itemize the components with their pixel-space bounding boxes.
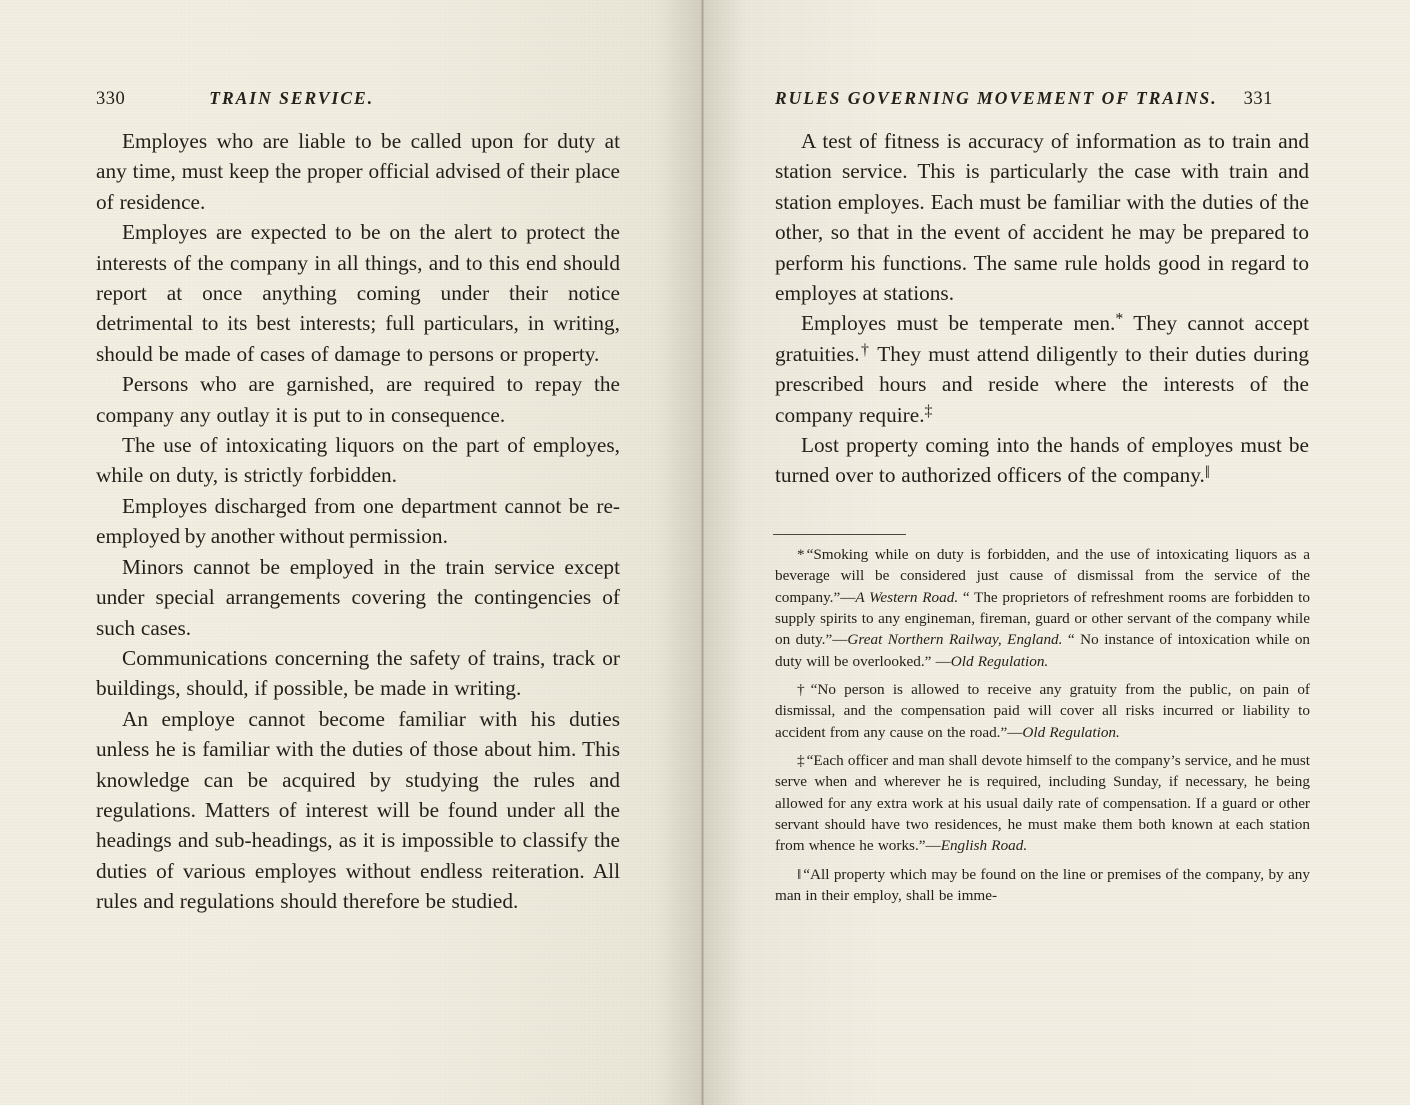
footnote-text: “Smoking while on duty is forbidden, and the use of intoxicating liquors as a beverage will be considered just cause of dismissal from the service of the company.”— bbox=[775, 546, 1310, 606]
footnote-asterisk bbox=[775, 544, 1310, 672]
footnote-text: “Each officer and man shall devote himself to the company’s service, and he must serve when and wherever he is required, including Sunday, if necessary, he being allowed for any extra work at his usual daily rate of compensation. If a guard or other servant should have two residences, he must make them both known at each station from whence he works.”— bbox=[775, 752, 1311, 855]
footnote-attribution: A Western Road. bbox=[855, 588, 959, 606]
footnote-attribution: English Road. bbox=[940, 837, 1028, 855]
paragraph: Employes discharged from one department cannot be re-employed by another without permission. bbox=[96, 493, 620, 549]
footnote-mark-dagger: † bbox=[797, 681, 809, 699]
footnote-ref-double-dagger: ‡ bbox=[924, 402, 933, 420]
footnote-attribution: Old Regulation. bbox=[1022, 723, 1120, 741]
running-head-title-right: RULES GOVERNING MOVEMENT OF TRAINS. bbox=[775, 88, 1218, 108]
running-head-left bbox=[96, 88, 652, 114]
paragraph: An employe cannot become familiar with his duties unless he is familiar with the duties of those about him. This knowledge can be acquired by studying the rules and regulations. Matters of interest will be found under all the headings and sub-headings, as it is impossible to classify the duties of various employes without endless reiteration. All rules and regulations should therefore be studied. bbox=[96, 706, 620, 914]
paragraph: Communications concerning the safety of trains, track or buildings, should, if possible, be made in writing. bbox=[96, 645, 620, 701]
paragraph-text: A test of fitness is accuracy of information as to train and station service. This is particularly the case with train and station employes. Each must be familiar with the duties of the other, so that in the event of accident he may be prepared to perform his functions. The same rule holds good in regard to employes at stations. bbox=[775, 129, 1309, 306]
paragraph-text: Employes must be temperate men. bbox=[801, 311, 1116, 336]
footnote-ref-dagger: † bbox=[859, 341, 871, 359]
footnote-ref-asterisk: * bbox=[1115, 310, 1124, 328]
footnote-text: “All property which may be found on the line or premises of the company, by any man in their employ, shall be imme- bbox=[775, 865, 1310, 905]
footnote-text: “No person is allowed to receive any gratuity from the public, on pain of dismissal, and the compensation paid will cover all risks incurred or liability to accident from any cause on the road.”— bbox=[775, 681, 1310, 741]
footnote-text: “ The proprietors of refreshment rooms are forbidden to supply spirits to any engineman, fireman, guard or other servant of the company while on duty.”— bbox=[775, 588, 1310, 649]
running-head-right bbox=[775, 88, 1335, 114]
footnote-mark-double-dagger: ‡ bbox=[797, 752, 805, 770]
footnote-double-dagger bbox=[775, 750, 1310, 857]
paragraph: Employes who are liable to be called upon for duty at any time, must keep the proper official advised of their place of residence. bbox=[96, 129, 620, 214]
paragraph-text: They cannot accept gratuities. bbox=[775, 311, 1309, 366]
folio-left: 330 bbox=[96, 89, 126, 109]
footnote-double-bar bbox=[775, 864, 1310, 907]
paragraph: Persons who are garnished, are required to repay the company any outlay it is put to in consequence. bbox=[96, 372, 620, 427]
folio-right: 331 bbox=[1243, 89, 1273, 109]
paragraph bbox=[775, 308, 1309, 430]
footnote-text: “ No instance of intoxication while on duty will be overlooked.” — bbox=[775, 631, 1311, 670]
footnote-attribution: Great Northern Railway, England. bbox=[847, 631, 1063, 649]
paragraph: Minors cannot be employed in the train service except under special arrangements covering the contingencies of such cases. bbox=[96, 554, 620, 640]
footnote-separator-rule bbox=[773, 534, 906, 535]
footnote-mark-double-bar: ‖ bbox=[797, 865, 802, 883]
paragraph: Employes are expected to be on the alert to protect the interests of the company in all things, and to this end should report at once anything coming under their notice detrimental to its best interests; full particulars, in writing, should be made of cases of damage to persons or property. bbox=[96, 220, 620, 366]
running-head-title-left: TRAIN SERVICE. bbox=[209, 88, 375, 108]
left-page bbox=[0, 0, 704, 1105]
paragraph bbox=[775, 126, 1309, 308]
footnote-mark-asterisk: * bbox=[797, 546, 805, 563]
footnote-attribution: Old Regulation. bbox=[950, 652, 1049, 670]
paragraph bbox=[775, 430, 1309, 491]
paragraph: The use of intoxicating liquors on the part of employes, while on duty, is strictly forbidden. bbox=[96, 433, 620, 488]
left-column-body bbox=[96, 126, 620, 917]
footnote-ref-double-bar: ‖ bbox=[1204, 462, 1210, 483]
footnote-dagger bbox=[775, 679, 1310, 743]
paragraph-text: Lost property coming into the hands of employes must be turned over to authorized officers of the company. bbox=[775, 433, 1309, 488]
footnotes-block bbox=[775, 544, 1310, 914]
right-column-body bbox=[775, 126, 1309, 491]
paragraph-text: They must attend diligently to their duties during prescribed hours and reside where the interests of the company require. bbox=[775, 341, 1310, 427]
